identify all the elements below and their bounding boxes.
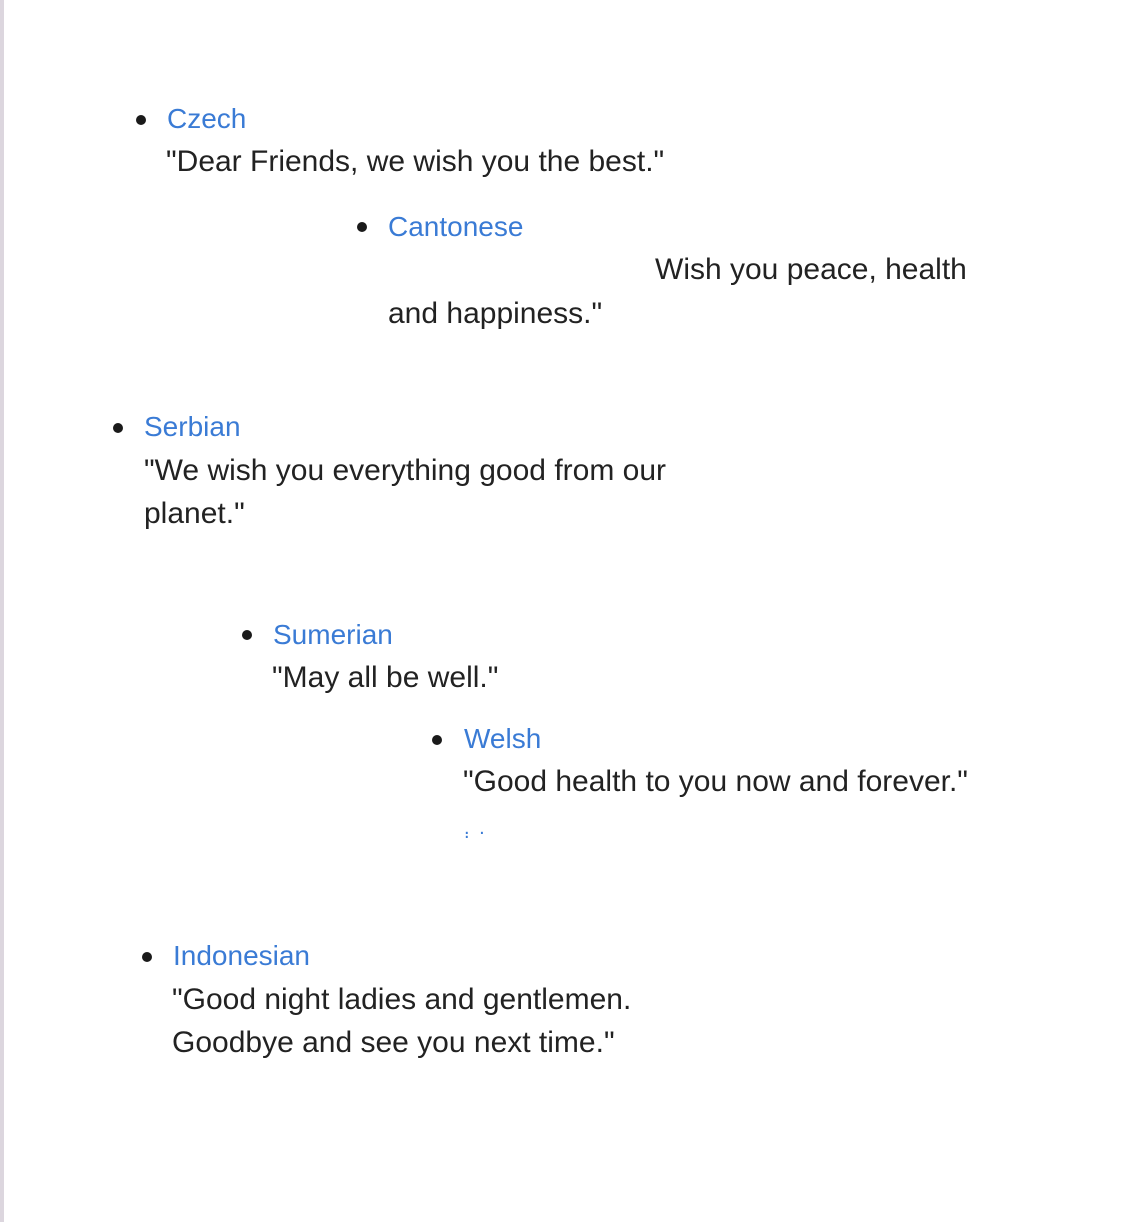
language-link-czech[interactable]: Czech (167, 103, 247, 134)
quote-czech: "Dear Friends, we wish you the best." (166, 145, 665, 178)
bullet-icon (142, 952, 152, 962)
quote-cantonese-line1: Wish you peace, health (655, 253, 967, 286)
quote-welsh: "Good health to you now and forever." (463, 765, 968, 798)
cut-off-link-remnant: . . . (464, 817, 487, 843)
bullet-icon (432, 735, 442, 745)
language-link-serbian[interactable]: Serbian (144, 411, 241, 442)
bullet-icon (113, 423, 123, 433)
quote-cantonese-line2: and happiness." (388, 297, 603, 330)
language-link-welsh[interactable]: Welsh (464, 723, 542, 754)
quote-sumerian: "May all be well." (272, 661, 499, 694)
language-link-sumerian[interactable]: Sumerian (273, 619, 393, 650)
bullet-icon (136, 115, 146, 125)
page-left-edge (0, 0, 4, 1222)
quote-indonesian-line1: "Good night ladies and gentlemen. (172, 983, 632, 1016)
bullet-icon (357, 222, 367, 232)
quote-indonesian-line2: Goodbye and see you next time." (172, 1026, 615, 1059)
quote-serbian-line1: "We wish you everything good from our (144, 454, 667, 487)
bullet-icon (242, 630, 252, 640)
quote-serbian-line2: planet." (144, 497, 245, 530)
language-link-indonesian[interactable]: Indonesian (173, 940, 311, 971)
language-link-cantonese[interactable]: Cantonese (388, 211, 524, 242)
